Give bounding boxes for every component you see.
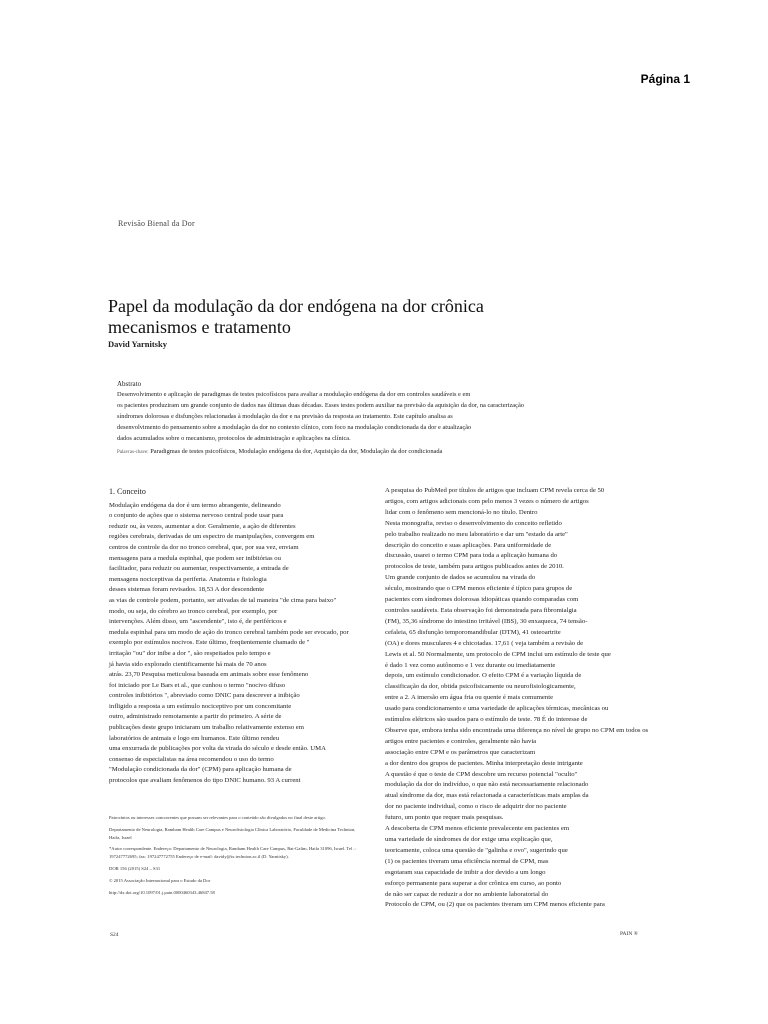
abstract-line: Desenvolvimento e aplicação de paradigmas de testes psicofísicos para avaliar a modulação endógena da dor em controles saudáveis e em	[117, 390, 471, 398]
body-text-line: Lewis et al. 50 Normalmente, um protocolo de CPM inclui um estímulo de teste que	[385, 650, 611, 658]
body-text-line: exemplo por estímulos nocivos. Este último, freqüentemente chamado de "	[109, 639, 310, 647]
footnote-doi: http://dx.doi.org/10.1097/01.j.pain.0000460343.46847.58	[109, 889, 215, 895]
abstract-line: síndromes dolorosas e disfunções relacionadas à modulação da dor e na previsão da resposta ao tratamento. Este capítulo analisa as	[117, 412, 453, 420]
body-text-line: lidar com o fenômeno sem mencioná-lo no título. Dentro	[385, 508, 538, 516]
body-text-line: o conjunto de ações que o sistema nervoso central pode usar para	[109, 512, 284, 520]
body-text-line: associação entre CPM e os parâmetros que caracterizam	[385, 748, 536, 756]
body-text-line: artigos, com artigos adicionais com pelo menos 3 vezes o número de artigos	[385, 497, 589, 505]
body-text-line: mensagens nociceptivas da periferia. Anatomia e fisiologia	[109, 575, 267, 583]
body-text-line: outro, administrado remotamente a partir do primeiro. A série de	[109, 713, 282, 721]
body-text-line: regiões cerebrais, derivadas de um espectro de manipulações, convergem em	[109, 533, 315, 541]
body-text-line: facilitador, para reduzir ou aumentar, respectivamente, a entrada de	[109, 565, 289, 573]
body-text-line: controles inibitórios ", abreviado como DNIC para descrever a inibição	[109, 692, 300, 700]
body-text-line: reduzir ou, às vezes, aumentar a dor. Geralmente, a ação de diferentes	[109, 522, 296, 530]
body-text-line: protocolos de teste, também para artigos publicados antes de 2010.	[385, 563, 564, 571]
right-column-body	[385, 486, 685, 911]
footnote-copyright: © 2015 Associação Internacional para o Estudo da Dor	[109, 877, 211, 883]
body-text-line: cefaleia, 65 disfunção temporomandibular (DTM), 41 osteoartrite	[385, 628, 561, 636]
body-text-line: pacientes com síndromes dolorosas idiopáticas quando comparadas com	[385, 596, 579, 604]
body-text-line: uma variedade de síndromes de dor exige uma explicação que,	[385, 836, 553, 843]
body-text-line: teoricamente, coloca uma questão de "galinha e ovo", sugerindo que	[385, 846, 568, 854]
footnote-citation: DOR 156 (2015) S24 – S31	[109, 865, 161, 871]
body-text-line: controles saudáveis. Esta observação foi demonstrada para fibromialgia	[385, 606, 577, 614]
body-text-line: centros de controle da dor no tronco cerebral, que, por sua vez, enviam	[109, 543, 299, 551]
body-text-line: "Modulação condicionada da dor" (CPM) para aplicação humana de	[109, 766, 292, 774]
left-column-body	[109, 501, 391, 787]
body-text-line: já havia sido explorado cientificamente há mais de 70 anos	[109, 660, 267, 668]
body-text-line: Observe que, embora tenha sido encontrada uma diferença no nível de grupo no CPM em todos os	[385, 726, 649, 734]
body-text-line: medula espinhal para um modo de ação do tronco cerebral também pode ser evocado, por	[109, 628, 349, 636]
abstract-line: dados acumulados sobre o mecanismo, protocolos de administração e aplicações na clínica.	[117, 434, 351, 442]
body-text-line: desses sistemas foram revisados. 18,53 A dor descendente	[109, 586, 265, 594]
body-text-line: atual síndrome da dor, mas está relacionada a características mais amplas da	[385, 792, 589, 800]
abstract	[117, 379, 627, 444]
body-text-line: A descoberta de CPM menos eficiente prevalecente em pacientes em	[385, 825, 570, 833]
body-text-line: de não ser capaz de reduzir a dor no ambiente laboratorial do	[385, 890, 549, 898]
body-text-line: dor no paciente individual, como o risco de adquirir dor no paciente	[385, 803, 567, 811]
page-number: S24	[110, 932, 119, 938]
abstract-line: desenvolvimento do pensamento sobre a modulação da dor no contexto clínico, com foco na modulação condicionada da dor e atualização	[117, 423, 472, 431]
body-text-line: futuro, um ponto que requer mais pesquisas.	[385, 814, 504, 822]
body-text-line: usado para condicionamento e uma variedade de aplicações térmicas, mecânicas ou	[385, 705, 609, 713]
footnote-affiliation: Departamento de Neurologia, Rambam Health Care Campus e Neurofisiologia Clínica Laboratório, Faculdade de Medicina Technion, Haifa, Israel	[109, 826, 356, 840]
author-name: David Yarnitsky	[108, 339, 167, 349]
body-text-line: laboratórios de animais e logo em humanos. Este último rendeu	[109, 734, 280, 742]
keywords	[117, 448, 637, 455]
body-text-line: (1) os pacientes tiveram uma eficiência normal de CPM, mas	[385, 857, 549, 865]
body-text-line: A pesquisa do PubMed por títulos de artigos que incluam CPM revela cerca de 50	[385, 487, 605, 494]
page-label: Página 1	[640, 72, 690, 86]
title-line: Papel da modulação da dor endógena na dor crônica	[108, 296, 484, 316]
left-column	[109, 487, 391, 787]
body-text-line: modo, ou seja, do cérebro ao tronco cerebral, por exemplo, por	[109, 607, 278, 615]
section-heading: 1. Conceito	[109, 487, 146, 496]
keywords-text: Paradigmas de testes psicofísicos, Modulação endógena da dor, Aquisição da dor, Modulação da dor condicionada	[148, 448, 443, 455]
abstract-line: os pacientes produziram um grande conjunto de dados nas últimas duas décadas. Esses testes podem auxiliar na previsão da aquisição da dor, na caracterização	[117, 401, 525, 409]
body-text-line: consenso de especialistas na área recomendou o uso do termo	[109, 755, 274, 763]
body-text-line: intervenções. Além disso, um "ascendente", isto é, de periféricos e	[109, 618, 287, 626]
body-text-line: a dor dentro dos grupos de pacientes. Minha interpretação deste intrigante	[385, 759, 583, 767]
body-text-line: pelo trabalho realizado no meu laboratório e dar um "estado da arte"	[385, 530, 568, 538]
body-text-line: irritação "ou" dor inibe a dor ", são respeitados pelo tempo e	[109, 649, 271, 657]
body-text-line: depois, um estímulo condicionador. O efeito CPM é a variação líquida de	[385, 672, 582, 680]
body-text-line: esforço permanente para superar a dor crônica em curso, ao ponto	[385, 879, 562, 887]
keywords-label: Palavras-chave:	[117, 450, 149, 455]
article-title	[108, 296, 668, 338]
body-text-line: estímulos elétricos são usados para o estímulo de teste. 78 É do interesse de	[385, 716, 588, 724]
section-label: Revisão Bienal da Dor	[118, 219, 195, 228]
right-column	[385, 486, 685, 911]
body-text-line: classificação da dor, obtida psicofisicamente ou neurofisiologicamente,	[385, 683, 576, 691]
abstract-label: Abstrato	[117, 380, 142, 388]
body-text-line: Modulação endógena da dor é um termo abrangente, delineando	[109, 501, 281, 509]
journal-name: PAIN ®	[620, 931, 638, 937]
body-text-line: foi iniciado por Le Bars et al., que cunhou o termo "nocivo difuso	[109, 681, 286, 689]
body-text-line: modulação da dor do indivíduo, o que não está necessariamente relacionado	[385, 781, 589, 789]
body-text-line: publicações deste grupo iniciaram um trabalho relativamente extenso em	[109, 724, 304, 732]
body-text-line: as vias de controle podem, portanto, ser ativadas de tal maneira "de cima para baixo"	[109, 596, 337, 604]
footnotes	[109, 814, 359, 900]
body-text-line: entre a 2. A imersão em água fria ou quente é mais comumente	[385, 694, 554, 702]
body-text-line: é dado 1 vez como autônomo e 1 vez durante ou imediatamente	[385, 661, 556, 669]
body-text-line: infligido a resposta a um estímulo nociceptivo por um concomitante	[109, 702, 292, 710]
title-line: mecanismos e tratamento	[108, 317, 291, 337]
body-text-line: (OA) e dores musculares 4 e chicotadas. 17,61 ( veja também a revisão de	[385, 639, 584, 647]
body-text-line: mensagens para a medula espinhal, que podem ser inibitórias ou	[109, 554, 281, 562]
body-text-line: Um grande conjunto de dados se acumulou na virada do	[385, 574, 536, 582]
body-text-line: protocolos que avaliam fenômenos do tipo DNIC humano. 93 A current	[109, 777, 301, 785]
body-text-line: século, mostrando que o CPM menos eficiente é típico para grupos de	[385, 585, 573, 593]
body-text-line: atrás. 23,70 Pesquisa meticulosa baseada em animais sobre esse fenômeno	[109, 671, 309, 679]
body-text-line: Protocolo de CPM, ou (2) que os pacientes tiveram um CPM menos eficiente para	[385, 901, 605, 909]
body-text-line: Nesta monografia, reviso o desenvolvimento do conceito refletido	[385, 519, 562, 527]
body-text-line: discussão, usarei o termo CPM para toda a aplicação humana do	[385, 552, 558, 560]
body-text-line: A questão é que o teste de CPM descobre um recurso potencial "oculto"	[385, 770, 578, 778]
body-text-line: (FM), 35,36 síndrome do intestino irritável (IBS), 30 enxaqueca, 74 tensão-	[385, 617, 588, 625]
body-text-line: descrição do conceito e suas aplicações. Para uniformidade de	[385, 541, 552, 549]
body-text-line: uma enxurrada de publicações por volta da virada do século e desde então. UMA	[109, 745, 326, 753]
footnote-sponsorship: Patrocínios ou interesses concorrentes que possam ser relevantes para o conteúdo são divulgados no final deste artigo.	[109, 815, 326, 820]
footnote-correspondence: *Autor correspondente. Endereço: Departamento de Neurologia, Rambam Health Care Campus, Bat-Galim, Haifa 31096, Israel. Tel .: 197247772695; fax: 197247772755 Endereço de e-mail: davidy@tx.technion.ac.il (D. Yarnitsky).	[109, 846, 356, 860]
body-text-line: artigos entre pacientes e controles, geralmente não havia	[385, 737, 537, 745]
body-text-line: esgotaram sua capacidade de inibir a dor devido a um longo	[385, 868, 546, 876]
